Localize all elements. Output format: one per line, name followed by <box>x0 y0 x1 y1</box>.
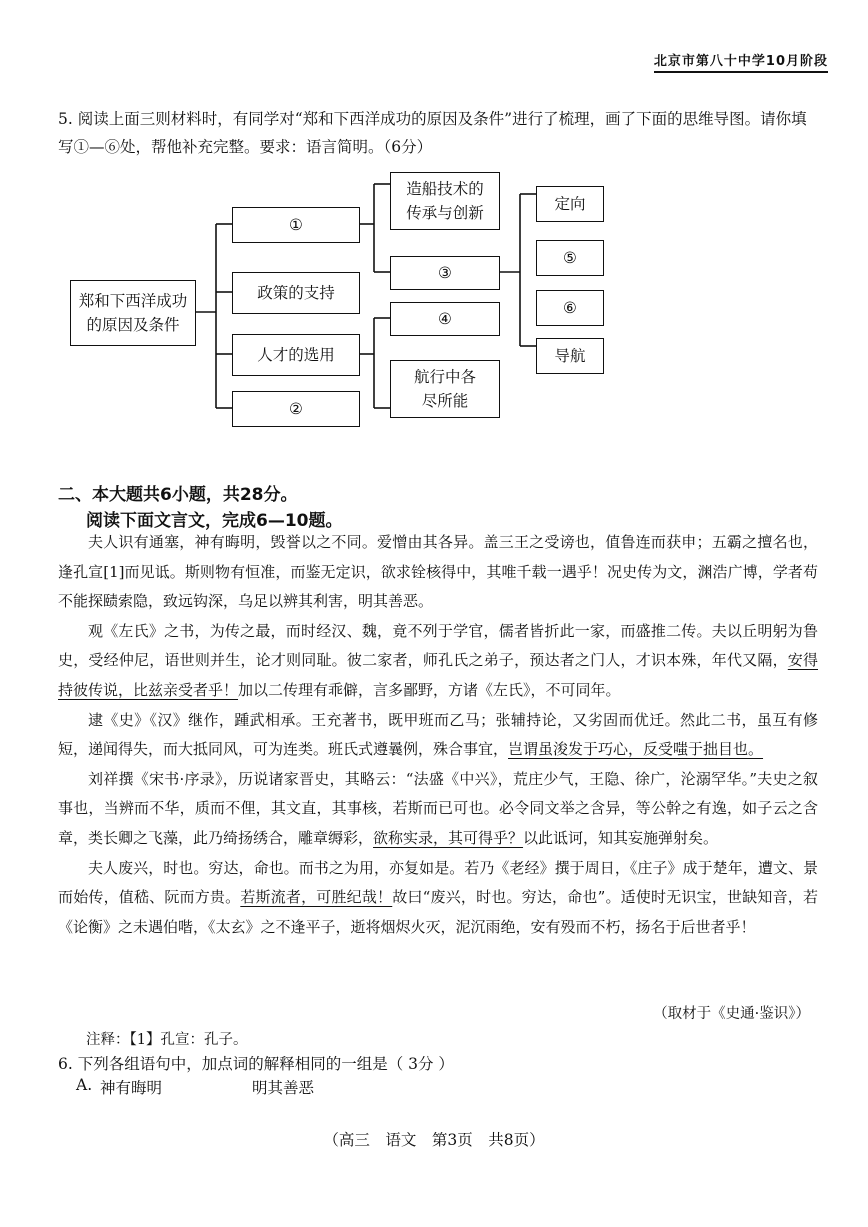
school-header-tag: 北京市第八十中学10月阶段 <box>654 50 828 73</box>
mind-map-blank-1: ① <box>232 207 360 243</box>
mind-map-policy-support: 政策的支持 <box>232 272 360 314</box>
mind-map-talent-selection: 人才的选用 <box>232 334 360 376</box>
mind-map-blank-4: ④ <box>390 302 500 336</box>
section-2-heading: 二、本大题共6小题，共28分。 <box>58 485 298 505</box>
passage-source: （取材于《史通·鉴识》） <box>653 1006 810 1022</box>
mind-map-navigation: 导航 <box>536 338 604 374</box>
passage-paragraph-4: 刘祥撰《宋书·序录》，历说诸家晋史，其略云：“法盛《中兴》，荒庄少气，王隐、徐广，沦溺罕华。”夫史之叙事也，当辨而不华，质而不俚，其文直，其事核，若斯而已可也。必令同文举之含异，等公幹之有逸，如子云之含章，类长卿之飞藻，此乃绮扬绣合，雕章缛彩，欲称实录，其可得乎？以此诋诃，知其妄施弹射矣。 <box>58 769 818 847</box>
mind-map-blank-3: ③ <box>390 256 500 290</box>
page-footer: （高三 语文 第3页 共8页） <box>323 1131 545 1149</box>
section-2-intro: 阅读下面文言文，完成6—10题。 <box>86 511 343 531</box>
mind-map-navigation-effort: 航行中各尽所能 <box>390 360 500 418</box>
passage-note: 注释：【1】孔宣：孔子。 <box>86 1032 248 1048</box>
option-a-phrase-2: 明其善恶 <box>252 1079 315 1097</box>
question-6-prompt: 6. 下列各组语句中，加点词的解释相同的一组是（ 3分 ） <box>58 1055 454 1073</box>
passage-paragraph-2: 观《左氏》之书，为传之最，而时经汉、魏，竟不列于学官，儒者皆折此一家，而盛推二传。夫以丘明躬为鲁史，受经仲尼，语世则并生，论才则同耻。彼二家者，师孔氏之弟子，预达者之门人，才识本殊，年代又隔，安得持彼传说，比兹亲受者乎！加以二传理有乖僻，言多鄙野，方诸《左氏》，不可同年。 <box>58 621 818 699</box>
passage-paragraph-5: 夫人废兴，时也。穷达，命也。而书之为用，亦复如是。若乃《老经》撰于周日，《庄子》成于楚年，遭文、景而始传，值嵇、阮而方贵。若斯流者，可胜纪哉！故曰“废兴，时也。穷达，命也”。适使时无识宝，世缺知音，若《论衡》之未遇伯喈，《太玄》之不逢平子，逝将烟烬火灭，泥沉雨绝，安有殁而不朽，扬名于后世者乎！ <box>58 858 818 936</box>
mind-map-orientation: 定向 <box>536 186 604 222</box>
underlined-sentence-4: 若斯流者，可胜纪哉！ <box>240 888 393 907</box>
question-5-prompt: 5. 阅读上面三则材料时，有同学对“郑和下西洋成功的原因及条件”进行了梳理，画了下面的思维导图。请你填写①—⑥处，帮他补充完整。要求：语言简明。（6分） <box>58 110 807 156</box>
passage-paragraph-1: 夫人识有通塞，神有晦明，毁誉以之不同。爱憎由其各异。盖三王之受谤也，值鲁连而获申；五霸之擅名也，逢孔宣[1]而见诋。斯则物有恒准，而鉴无定识，欲求铨核得中，其唯千载一遇乎！况史传为文，渊浩广博，学者苟不能探赜索隐，致远钩深，乌足以辨其利害，明其善恶。 <box>58 533 818 611</box>
passage-paragraph-3: 逮《史》《汉》继作，踵武相承。王充著书，既甲班而乙马；张辅持论，又劣固而优迁。然此二书，虽互有修短，递闻得失，而大抵同风，可为连类。班氏式遵曩例，殊合事宜，岂谓虽浚发于巧心，反受嗤于拙目也。 <box>58 710 818 759</box>
mind-map-blank-6: ⑥ <box>536 290 604 326</box>
option-a-label: A. <box>76 1076 93 1094</box>
underlined-sentence-3: 欲称实录，其可得乎？ <box>373 828 524 847</box>
mind-map-shipbuilding: 造船技术的传承与创新 <box>390 172 500 230</box>
mind-map-root: 郑和下西洋成功的原因及条件 <box>70 280 196 346</box>
underlined-sentence-1: 安得持彼传说，比兹亲受者乎！ <box>58 651 818 699</box>
mind-map-blank-2: ② <box>232 391 360 427</box>
option-a-phrase-1: 神有晦明 <box>100 1079 163 1097</box>
underlined-sentence-2: 岂谓虽浚发于巧心，反受嗤于拙目也。 <box>508 740 764 759</box>
classical-passage <box>58 528 818 942</box>
mind-map-blank-5: ⑤ <box>536 240 604 276</box>
